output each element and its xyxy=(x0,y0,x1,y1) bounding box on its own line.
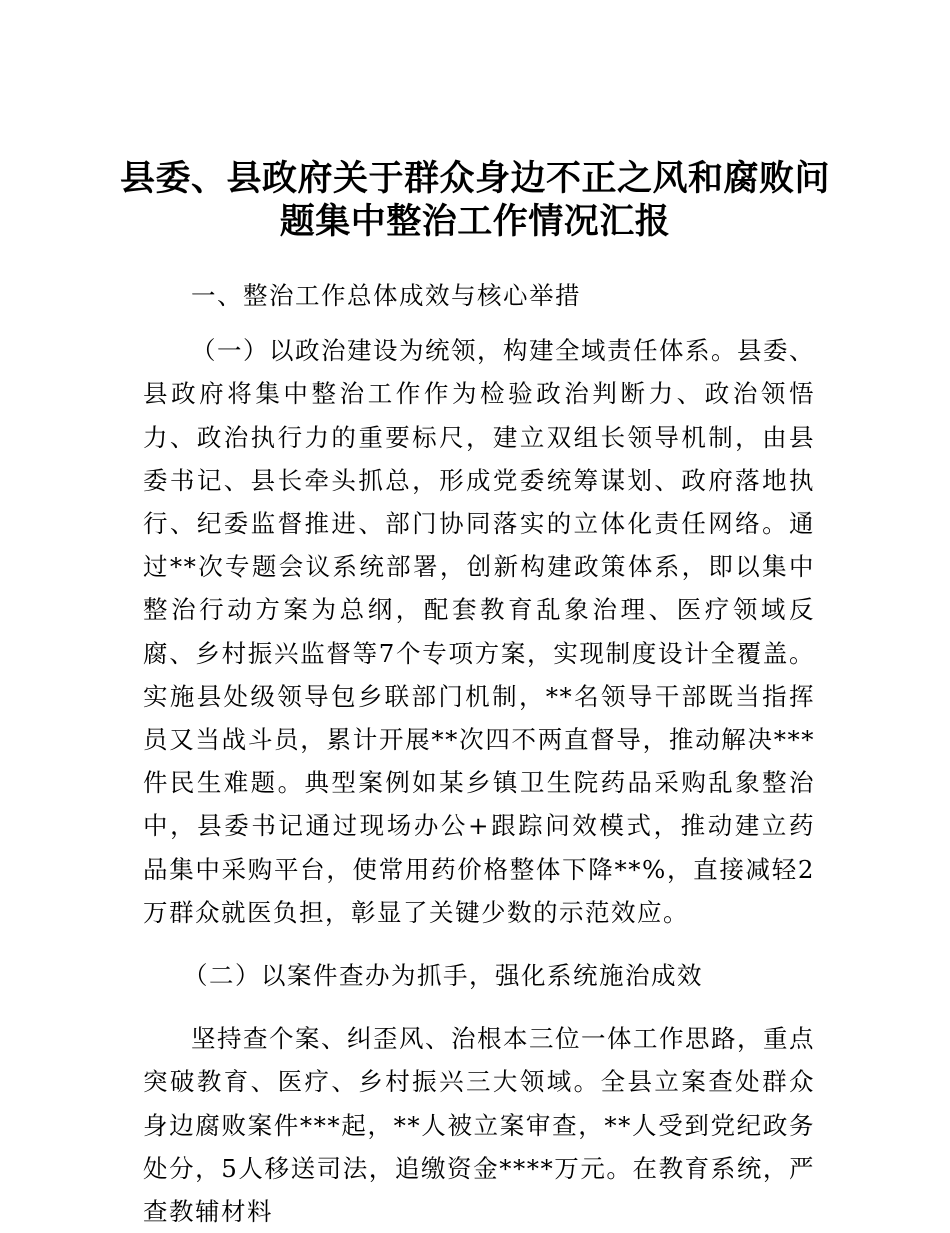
paragraph-1: （一）以政治建设为统领，构建全域责任体系。县委、县政府将集中整治工作作为检验政治判断力、政治领悟力、政治执行力的重要标尺，建立双组长领导机制，由县委书记、县长牵头抓总，形成党委统筹谋划、政府落地执行、纪委监督推进、部门协同落实的立体化责任网络。通过**次专题会议系统部署，创新构建政策体系，即以集中整治行动方案为总纲，配套教育乱象治理、医疗领域反腐、乡村振兴监督等7个专项方案，实现制度设计全覆盖。实施县处级领导包乡联部门机制，**名领导干部既当指挥员又当战斗员，累计开展**次四不两直督导，推动解决***件民生难题。典型案例如某乡镇卫生院药品采购乱象整治中，县委书记通过现场办公+跟踪问效模式，推动建立药品集中采购平台，使常用药价格整体下降**%，直接减轻2万群众就医负担，彰显了关键少数的示范效应。 xyxy=(143,336,815,927)
title-line-2: 题集中整治工作情况汇报 xyxy=(279,202,671,242)
document-title xyxy=(115,158,835,244)
paragraph-2: 坚持查个案、纠歪风、治根本三位一体工作思路，重点突破教育、医疗、乡村振兴三大领域。全县立案查处群众身边腐败案件***起，**人被立案审查，**人受到党纪政务处分，5人移送司法，追缴资金****万元。在教育系统，严查教辅材料 xyxy=(143,1024,815,1227)
section-heading-1: 一、整治工作总体成效与核心举措 xyxy=(191,281,581,310)
title-line-1: 县委、县政府关于群众身边不正之风和腐败问 xyxy=(119,159,830,199)
subsection-heading-2: （二）以案件查办为抓手，强化系统施治成效 xyxy=(183,961,703,991)
